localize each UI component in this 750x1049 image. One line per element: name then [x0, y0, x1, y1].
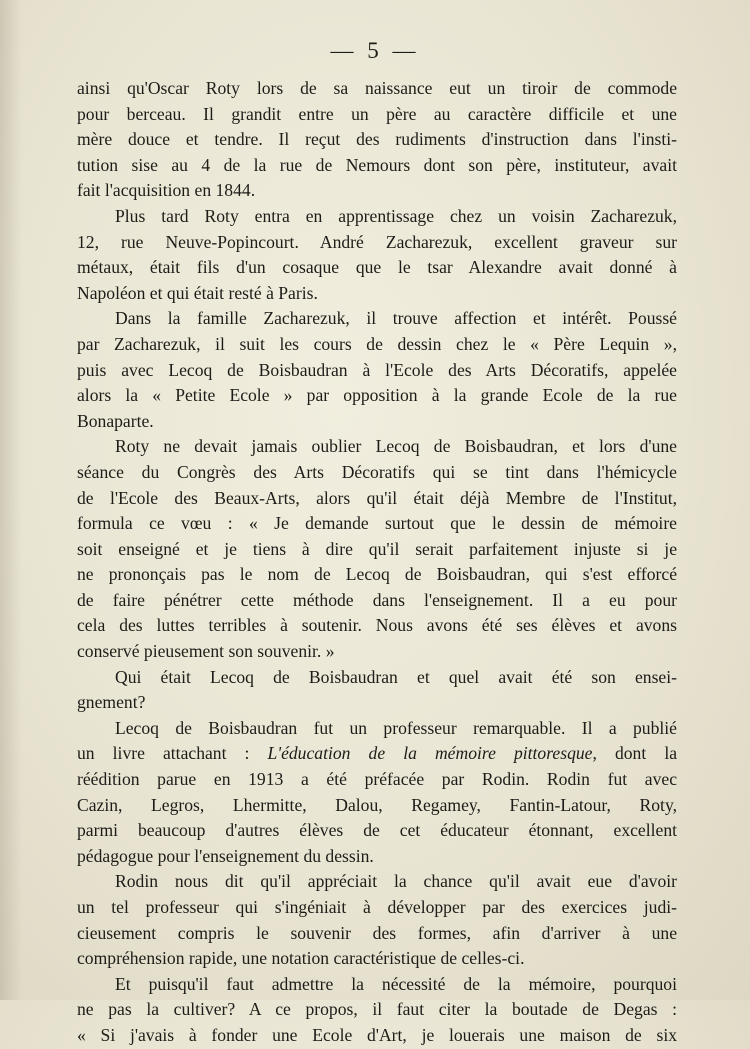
book-title: L'éducation de la mémoire pittoresque — [267, 743, 593, 764]
text-line: ne pas la cultiver? A ce propos, il faut citer la boutade de Degas : — [77, 999, 677, 1020]
text-line: Bonaparte. — [77, 410, 154, 431]
text-line: par Zacharezuk, il suit les cours de dessin chez le « Père Lequin », — [77, 333, 677, 354]
paragraph — [77, 204, 677, 306]
text-line: métaux, était fils d'un cosaque que le tsar Alexandre avait donné à — [77, 257, 677, 278]
text-line: conservé pieusement son souvenir. » — [77, 641, 335, 662]
text-line: Dans la famille Zacharezuk, il trouve affection et intérêt. Poussé — [115, 308, 677, 329]
page-number: — 5 — — [330, 38, 420, 63]
text-line: ne prononçais pas le nom de Lecoq de Boisbaudran, qui s'est efforcé — [77, 564, 677, 585]
text-line: Roty ne devait jamais oublier Lecoq de Boisbaudran, et lors d'une — [115, 436, 677, 457]
page-gutter-shadow — [0, 0, 22, 1000]
paragraph — [77, 306, 677, 434]
text-line: Lecoq de Boisbaudran fut un professeur remarquable. Il a publié — [115, 717, 677, 738]
text-line: puis avec Lecoq de Boisbaudran à l'Ecole des Arts Décoratifs, appelée — [77, 359, 677, 380]
text-line: Napoléon et qui était resté à Paris. — [77, 282, 318, 303]
paragraph — [77, 716, 677, 870]
text-line: pour berceau. Il grandit entre un père au caractère difficile et une — [77, 103, 677, 124]
text-line: Rodin nous dit qu'il appréciait la chance qu'il avait eue d'avoir — [115, 871, 677, 892]
text-line: compréhension rapide, une notation caractéristique de celles-ci. — [77, 948, 525, 969]
text-line: 12, rue Neuve-Popincourt. André Zacharezuk, excellent graveur sur — [77, 231, 677, 252]
text-line: « Si j'avais à fonder une Ecole d'Art, je louerais une maison de six — [77, 1024, 677, 1045]
text-line: ainsi qu'Oscar Roty lors de sa naissance eut un tiroir de commode — [77, 78, 677, 98]
text-line: soit enseigné et je tiens à dire qu'il serait parfaitement injuste si je — [77, 538, 677, 559]
text-line: alors la « Petite Ecole » par opposition à la grande Ecole de la rue — [77, 385, 677, 406]
text-line: mère douce et tendre. Il reçut des rudiments d'instruction dans l'insti- — [77, 129, 677, 150]
paragraph — [77, 665, 677, 716]
text-line: Cazin, Legros, Lhermitte, Dalou, Regamey, Fantin-Latour, Roty, — [77, 794, 677, 815]
paragraph — [77, 869, 677, 971]
text-line: parmi beaucoup d'autres élèves de cet éducateur étonnant, excellent — [77, 820, 677, 841]
text-line: de l'Ecole des Beaux-Arts, alors qu'il était déjà Membre de l'Institut, — [77, 487, 677, 508]
text-line: un livre attachant : L'éducation de la mémoire pittoresque, dont la — [77, 743, 678, 764]
paragraph — [77, 972, 677, 1049]
text-line: de faire pénétrer cette méthode dans l'enseignement. Il a eu pour — [77, 589, 677, 610]
text-line: fait l'acquisition en 1844. — [77, 180, 256, 201]
text-line: cieusement compris le souvenir des formes, afin d'arriver à une — [77, 922, 677, 943]
text-line: formula ce vœu : « Je demande surtout que le dessin de mémoire — [77, 513, 677, 534]
text-line: Plus tard Roty entra en apprentissage chez un voisin Zacharezuk, — [115, 205, 677, 226]
text-line: réédition parue en 1913 a été préfacée par Rodin. Rodin fut avec — [77, 769, 677, 790]
text-line: un tel professeur qui s'ingéniait à développer par des exercices judi- — [77, 897, 677, 917]
text-line: Qui était Lecoq de Boisbaudran et quel avait été son ensei- — [115, 666, 677, 687]
text-line: Et puisqu'il faut admettre la nécessité de la mémoire, pourquoi — [115, 973, 677, 994]
paragraph — [77, 434, 677, 664]
paragraph — [77, 76, 677, 204]
body-text — [77, 76, 677, 1049]
text-line: gnement? — [77, 692, 146, 713]
text-line: séance du Congrès des Arts Décoratifs qui se tint dans l'hémicycle — [77, 461, 677, 482]
text-line: tution sise au 4 de la rue de Nemours dont son père, instituteur, avait — [77, 154, 677, 175]
text-line: cela des luttes terribles à soutenir. Nous avons été ses élèves et avons — [77, 615, 677, 636]
text-line: pédagogue pour l'enseignement du dessin. — [77, 845, 374, 866]
